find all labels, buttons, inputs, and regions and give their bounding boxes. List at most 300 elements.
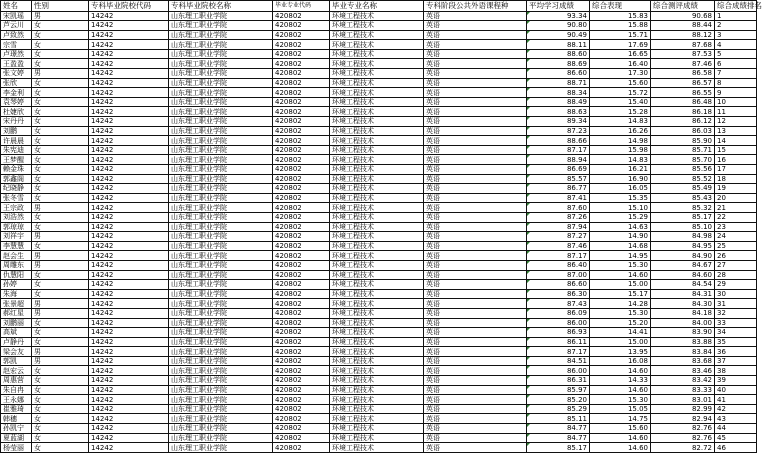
- cell-rank[interactable]: 46: [715, 443, 757, 453]
- cell-total-score[interactable]: 84.00: [651, 318, 715, 328]
- cell-total-score[interactable]: 82.76: [651, 433, 715, 443]
- cell-major-name[interactable]: 环境工程技术: [330, 337, 424, 347]
- cell-name[interactable]: 刘鹏: [1, 126, 32, 136]
- cell-total-score[interactable]: 83.68: [651, 356, 715, 366]
- cell-avg-score[interactable]: 86.00: [527, 366, 590, 376]
- cell-major-name[interactable]: 环境工程技术: [330, 356, 424, 366]
- cell-avg-score[interactable]: 86.60: [527, 69, 590, 79]
- cell-performance[interactable]: 15.60: [590, 424, 651, 434]
- cell-total-score[interactable]: 86.03: [651, 126, 715, 136]
- cell-total-score[interactable]: 87.53: [651, 49, 715, 59]
- cell-total-score[interactable]: 84.31: [651, 289, 715, 299]
- cell-school-code[interactable]: 14242: [89, 155, 169, 165]
- cell-name[interactable]: 梁会友: [1, 347, 32, 357]
- cell-name[interactable]: 刘鹏丽: [1, 318, 32, 328]
- cell-gender[interactable]: 女: [32, 289, 89, 299]
- cell-major-code[interactable]: 420802: [273, 366, 330, 376]
- cell-name[interactable]: 周惠营: [1, 376, 32, 386]
- cell-foreign-language[interactable]: 英语: [424, 174, 527, 184]
- cell-major-name[interactable]: 环境工程技术: [330, 424, 424, 434]
- cell-school-name[interactable]: 山东理工职业学院: [169, 126, 273, 136]
- cell-total-score[interactable]: 83.33: [651, 385, 715, 395]
- cell-major-code[interactable]: 420802: [273, 241, 330, 251]
- cell-foreign-language[interactable]: 英语: [424, 97, 527, 107]
- cell-avg-score[interactable]: 86.30: [527, 289, 590, 299]
- cell-total-score[interactable]: 83.88: [651, 337, 715, 347]
- cell-school-code[interactable]: 14242: [89, 203, 169, 213]
- cell-rank[interactable]: 38: [715, 366, 757, 376]
- cell-performance[interactable]: 17.69: [590, 40, 651, 50]
- cell-foreign-language[interactable]: 英语: [424, 184, 527, 194]
- cell-foreign-language[interactable]: 英语: [424, 337, 527, 347]
- cell-gender[interactable]: 女: [32, 78, 89, 88]
- cell-major-code[interactable]: 420802: [273, 395, 330, 405]
- cell-gender[interactable]: 女: [32, 117, 89, 127]
- cell-major-code[interactable]: 420802: [273, 424, 330, 434]
- cell-performance[interactable]: 15.30: [590, 395, 651, 405]
- cell-performance[interactable]: 14.60: [590, 366, 651, 376]
- header-cell-major-code[interactable]: 毕业专业代码: [273, 1, 330, 12]
- cell-rank[interactable]: 20: [715, 193, 757, 203]
- cell-gender[interactable]: 女: [32, 337, 89, 347]
- cell-major-name[interactable]: 环境工程技术: [330, 97, 424, 107]
- cell-school-name[interactable]: 山东理工职业学院: [169, 136, 273, 146]
- cell-rank[interactable]: 15: [715, 145, 757, 155]
- cell-name[interactable]: 赵会生: [1, 251, 32, 261]
- cell-rank[interactable]: 25: [715, 241, 757, 251]
- cell-gender[interactable]: 男: [32, 308, 89, 318]
- cell-name[interactable]: 夏蓝湖: [1, 433, 32, 443]
- cell-total-score[interactable]: 84.90: [651, 251, 715, 261]
- cell-foreign-language[interactable]: 英语: [424, 21, 527, 31]
- cell-major-name[interactable]: 环境工程技术: [330, 347, 424, 357]
- cell-school-name[interactable]: 山东理工职业学院: [169, 69, 273, 79]
- cell-performance[interactable]: 15.40: [590, 97, 651, 107]
- cell-gender[interactable]: 女: [32, 212, 89, 222]
- cell-performance[interactable]: 16.21: [590, 165, 651, 175]
- cell-total-score[interactable]: 85.56: [651, 165, 715, 175]
- cell-performance[interactable]: 15.10: [590, 203, 651, 213]
- cell-major-code[interactable]: 420802: [273, 232, 330, 242]
- cell-gender[interactable]: 女: [32, 193, 89, 203]
- cell-foreign-language[interactable]: 英语: [424, 318, 527, 328]
- cell-foreign-language[interactable]: 英语: [424, 395, 527, 405]
- cell-foreign-language[interactable]: 英语: [424, 40, 527, 50]
- cell-school-name[interactable]: 山东理工职业学院: [169, 308, 273, 318]
- cell-major-code[interactable]: 420802: [273, 78, 330, 88]
- cell-gender[interactable]: 女: [32, 107, 89, 117]
- cell-school-code[interactable]: 14242: [89, 366, 169, 376]
- cell-school-name[interactable]: 山东理工职业学院: [169, 328, 273, 338]
- cell-foreign-language[interactable]: 英语: [424, 126, 527, 136]
- cell-school-code[interactable]: 14242: [89, 11, 169, 21]
- cell-performance[interactable]: 14.95: [590, 251, 651, 261]
- cell-school-code[interactable]: 14242: [89, 222, 169, 232]
- cell-performance[interactable]: 16.65: [590, 49, 651, 59]
- cell-gender[interactable]: 女: [32, 59, 89, 69]
- cell-rank[interactable]: 3: [715, 30, 757, 40]
- cell-avg-score[interactable]: 86.11: [527, 337, 590, 347]
- cell-gender[interactable]: 女: [32, 49, 89, 59]
- cell-school-name[interactable]: 山东理工职业学院: [169, 97, 273, 107]
- cell-major-code[interactable]: 420802: [273, 165, 330, 175]
- cell-total-score[interactable]: 83.01: [651, 395, 715, 405]
- cell-total-score[interactable]: 86.12: [651, 117, 715, 127]
- cell-school-code[interactable]: 14242: [89, 184, 169, 194]
- cell-avg-score[interactable]: 88.94: [527, 155, 590, 165]
- cell-avg-score[interactable]: 87.17: [527, 251, 590, 261]
- cell-rank[interactable]: 44: [715, 424, 757, 434]
- cell-major-code[interactable]: 420802: [273, 107, 330, 117]
- cell-total-score[interactable]: 85.49: [651, 184, 715, 194]
- cell-major-code[interactable]: 420802: [273, 69, 330, 79]
- cell-major-name[interactable]: 环境工程技术: [330, 193, 424, 203]
- cell-major-name[interactable]: 环境工程技术: [330, 145, 424, 155]
- cell-major-code[interactable]: 420802: [273, 49, 330, 59]
- cell-school-code[interactable]: 14242: [89, 308, 169, 318]
- cell-name[interactable]: 朱自冉: [1, 385, 32, 395]
- cell-name[interactable]: 赖金珠: [1, 165, 32, 175]
- cell-rank[interactable]: 40: [715, 385, 757, 395]
- cell-major-code[interactable]: 420802: [273, 117, 330, 127]
- cell-school-name[interactable]: 山东理工职业学院: [169, 270, 273, 280]
- cell-gender[interactable]: 女: [32, 270, 89, 280]
- cell-name[interactable]: 张景超: [1, 299, 32, 309]
- cell-school-code[interactable]: 14242: [89, 126, 169, 136]
- cell-major-name[interactable]: 环境工程技术: [330, 40, 424, 50]
- cell-rank[interactable]: 26: [715, 251, 757, 261]
- cell-school-code[interactable]: 14242: [89, 443, 169, 453]
- cell-name[interactable]: 纪晓静: [1, 184, 32, 194]
- cell-school-name[interactable]: 山东理工职业学院: [169, 260, 273, 270]
- cell-foreign-language[interactable]: 英语: [424, 443, 527, 453]
- cell-total-score[interactable]: 84.54: [651, 280, 715, 290]
- cell-avg-score[interactable]: 90.49: [527, 30, 590, 40]
- cell-school-code[interactable]: 14242: [89, 117, 169, 127]
- cell-school-code[interactable]: 14242: [89, 328, 169, 338]
- cell-rank[interactable]: 17: [715, 165, 757, 175]
- cell-performance[interactable]: 14.83: [590, 117, 651, 127]
- cell-avg-score[interactable]: 84.77: [527, 424, 590, 434]
- cell-major-code[interactable]: 420802: [273, 251, 330, 261]
- cell-school-name[interactable]: 山东理工职业学院: [169, 280, 273, 290]
- cell-total-score[interactable]: 85.43: [651, 193, 715, 203]
- cell-avg-score[interactable]: 84.51: [527, 356, 590, 366]
- cell-major-name[interactable]: 环境工程技术: [330, 241, 424, 251]
- cell-major-name[interactable]: 环境工程技术: [330, 299, 424, 309]
- cell-name[interactable]: 郭凯: [1, 356, 32, 366]
- cell-rank[interactable]: 22: [715, 212, 757, 222]
- cell-performance[interactable]: 15.30: [590, 308, 651, 318]
- cell-performance[interactable]: 16.26: [590, 126, 651, 136]
- cell-name[interactable]: 刘祥宇: [1, 232, 32, 242]
- cell-major-name[interactable]: 环境工程技术: [330, 136, 424, 146]
- cell-school-code[interactable]: 14242: [89, 69, 169, 79]
- cell-name[interactable]: 郝红星: [1, 308, 32, 318]
- cell-foreign-language[interactable]: 英语: [424, 404, 527, 414]
- cell-school-name[interactable]: 山东理工职业学院: [169, 117, 273, 127]
- cell-avg-score[interactable]: 85.17: [527, 443, 590, 453]
- cell-rank[interactable]: 16: [715, 155, 757, 165]
- cell-major-name[interactable]: 环境工程技术: [330, 328, 424, 338]
- cell-foreign-language[interactable]: 英语: [424, 88, 527, 98]
- cell-school-code[interactable]: 14242: [89, 97, 169, 107]
- cell-gender[interactable]: 女: [32, 433, 89, 443]
- cell-total-score[interactable]: 85.10: [651, 222, 715, 232]
- cell-major-name[interactable]: 环境工程技术: [330, 270, 424, 280]
- cell-school-name[interactable]: 山东理工职业学院: [169, 404, 273, 414]
- cell-major-name[interactable]: 环境工程技术: [330, 260, 424, 270]
- cell-school-code[interactable]: 14242: [89, 212, 169, 222]
- cell-major-name[interactable]: 环境工程技术: [330, 289, 424, 299]
- cell-name[interactable]: 王梦醒: [1, 155, 32, 165]
- cell-rank[interactable]: 39: [715, 376, 757, 386]
- cell-name[interactable]: 郭鑫阁: [1, 174, 32, 184]
- cell-performance[interactable]: 15.00: [590, 337, 651, 347]
- cell-major-name[interactable]: 环境工程技术: [330, 49, 424, 59]
- cell-gender[interactable]: 女: [32, 174, 89, 184]
- cell-performance[interactable]: 14.63: [590, 222, 651, 232]
- cell-major-code[interactable]: 420802: [273, 212, 330, 222]
- cell-school-name[interactable]: 山东理工职业学院: [169, 232, 273, 242]
- cell-school-code[interactable]: 14242: [89, 260, 169, 270]
- cell-major-code[interactable]: 420802: [273, 59, 330, 69]
- cell-foreign-language[interactable]: 英语: [424, 49, 527, 59]
- cell-school-name[interactable]: 山东理工职业学院: [169, 395, 273, 405]
- cell-total-score[interactable]: 83.90: [651, 328, 715, 338]
- cell-name[interactable]: 赵宏云: [1, 366, 32, 376]
- cell-avg-score[interactable]: 87.26: [527, 212, 590, 222]
- cell-name[interactable]: 杨莹丽: [1, 443, 32, 453]
- cell-name[interactable]: 刘浩然: [1, 212, 32, 222]
- cell-performance[interactable]: 14.28: [590, 299, 651, 309]
- cell-foreign-language[interactable]: 英语: [424, 59, 527, 69]
- cell-avg-score[interactable]: 88.11: [527, 40, 590, 50]
- cell-major-code[interactable]: 420802: [273, 21, 330, 31]
- cell-avg-score[interactable]: 86.40: [527, 260, 590, 270]
- cell-major-code[interactable]: 420802: [273, 385, 330, 395]
- cell-school-name[interactable]: 山东理工职业学院: [169, 251, 273, 261]
- cell-avg-score[interactable]: 84.77: [527, 433, 590, 443]
- cell-total-score[interactable]: 84.67: [651, 260, 715, 270]
- cell-school-name[interactable]: 山东理工职业学院: [169, 366, 273, 376]
- cell-performance[interactable]: 14.75: [590, 414, 651, 424]
- cell-major-code[interactable]: 420802: [273, 136, 330, 146]
- cell-major-code[interactable]: 420802: [273, 356, 330, 366]
- cell-rank[interactable]: 33: [715, 318, 757, 328]
- cell-avg-score[interactable]: 87.46: [527, 241, 590, 251]
- cell-school-code[interactable]: 14242: [89, 424, 169, 434]
- cell-school-name[interactable]: 山东理工职业学院: [169, 155, 273, 165]
- cell-school-name[interactable]: 山东理工职业学院: [169, 40, 273, 50]
- cell-rank[interactable]: 21: [715, 203, 757, 213]
- cell-major-code[interactable]: 420802: [273, 155, 330, 165]
- cell-avg-score[interactable]: 88.63: [527, 107, 590, 117]
- header-cell-gender[interactable]: 性别: [32, 1, 89, 12]
- cell-total-score[interactable]: 88.44: [651, 21, 715, 31]
- cell-performance[interactable]: 16.05: [590, 184, 651, 194]
- cell-name[interactable]: 卢致然: [1, 30, 32, 40]
- cell-school-code[interactable]: 14242: [89, 385, 169, 395]
- cell-major-name[interactable]: 环境工程技术: [330, 280, 424, 290]
- cell-gender[interactable]: 女: [32, 280, 89, 290]
- cell-avg-score[interactable]: 86.31: [527, 376, 590, 386]
- cell-school-name[interactable]: 山东理工职业学院: [169, 385, 273, 395]
- cell-major-code[interactable]: 420802: [273, 328, 330, 338]
- cell-foreign-language[interactable]: 英语: [424, 165, 527, 175]
- cell-gender[interactable]: 女: [32, 155, 89, 165]
- cell-name[interactable]: 宋凯瑶: [1, 11, 32, 21]
- cell-performance[interactable]: 15.35: [590, 193, 651, 203]
- cell-foreign-language[interactable]: 英语: [424, 11, 527, 21]
- cell-major-code[interactable]: 420802: [273, 414, 330, 424]
- cell-school-name[interactable]: 山东理工职业学院: [169, 145, 273, 155]
- cell-gender[interactable]: 女: [32, 97, 89, 107]
- cell-gender[interactable]: 女: [32, 21, 89, 31]
- cell-avg-score[interactable]: 87.00: [527, 270, 590, 280]
- cell-foreign-language[interactable]: 英语: [424, 212, 527, 222]
- cell-major-code[interactable]: 420802: [273, 222, 330, 232]
- header-cell-performance[interactable]: 综合表现: [590, 1, 651, 12]
- cell-performance[interactable]: 16.08: [590, 356, 651, 366]
- cell-rank[interactable]: 36: [715, 347, 757, 357]
- cell-avg-score[interactable]: 86.60: [527, 280, 590, 290]
- cell-gender[interactable]: 男: [32, 260, 89, 270]
- cell-major-code[interactable]: 420802: [273, 145, 330, 155]
- cell-foreign-language[interactable]: 英语: [424, 203, 527, 213]
- cell-rank[interactable]: 23: [715, 222, 757, 232]
- cell-foreign-language[interactable]: 英语: [424, 78, 527, 88]
- cell-foreign-language[interactable]: 英语: [424, 193, 527, 203]
- cell-name[interactable]: 崔雅琦: [1, 404, 32, 414]
- cell-gender[interactable]: 男: [32, 299, 89, 309]
- cell-gender[interactable]: 男: [32, 251, 89, 261]
- cell-total-score[interactable]: 87.46: [651, 59, 715, 69]
- cell-performance[interactable]: 15.20: [590, 318, 651, 328]
- cell-major-code[interactable]: 420802: [273, 193, 330, 203]
- cell-major-name[interactable]: 环境工程技术: [330, 174, 424, 184]
- cell-total-score[interactable]: 83.42: [651, 376, 715, 386]
- cell-rank[interactable]: 28: [715, 270, 757, 280]
- cell-name[interactable]: 朱海: [1, 289, 32, 299]
- cell-rank[interactable]: 7: [715, 69, 757, 79]
- header-cell-avg-score[interactable]: 平均学习成绩: [527, 1, 590, 12]
- cell-name[interactable]: 杜婕欣: [1, 107, 32, 117]
- cell-major-code[interactable]: 420802: [273, 260, 330, 270]
- cell-avg-score[interactable]: 85.11: [527, 414, 590, 424]
- cell-avg-score[interactable]: 87.43: [527, 299, 590, 309]
- cell-foreign-language[interactable]: 英语: [424, 270, 527, 280]
- cell-rank[interactable]: 5: [715, 49, 757, 59]
- cell-foreign-language[interactable]: 英语: [424, 260, 527, 270]
- cell-avg-score[interactable]: 86.00: [527, 318, 590, 328]
- cell-avg-score[interactable]: 88.71: [527, 78, 590, 88]
- cell-major-name[interactable]: 环境工程技术: [330, 366, 424, 376]
- cell-total-score[interactable]: 82.72: [651, 443, 715, 453]
- cell-gender[interactable]: 女: [32, 136, 89, 146]
- cell-gender[interactable]: 女: [32, 318, 89, 328]
- cell-major-code[interactable]: 420802: [273, 289, 330, 299]
- cell-school-name[interactable]: 山东理工职业学院: [169, 107, 273, 117]
- cell-avg-score[interactable]: 87.27: [527, 232, 590, 242]
- cell-name[interactable]: 卢璟然: [1, 49, 32, 59]
- cell-avg-score[interactable]: 90.80: [527, 21, 590, 31]
- cell-rank[interactable]: 29: [715, 280, 757, 290]
- cell-school-code[interactable]: 14242: [89, 59, 169, 69]
- cell-performance[interactable]: 15.29: [590, 212, 651, 222]
- cell-major-code[interactable]: 420802: [273, 184, 330, 194]
- cell-avg-score[interactable]: 87.94: [527, 222, 590, 232]
- cell-performance[interactable]: 14.60: [590, 443, 651, 453]
- cell-avg-score[interactable]: 86.77: [527, 184, 590, 194]
- cell-school-name[interactable]: 山东理工职业学院: [169, 212, 273, 222]
- cell-gender[interactable]: 女: [32, 385, 89, 395]
- cell-major-name[interactable]: 环境工程技术: [330, 117, 424, 127]
- cell-foreign-language[interactable]: 英语: [424, 107, 527, 117]
- cell-foreign-language[interactable]: 英语: [424, 299, 527, 309]
- cell-rank[interactable]: 42: [715, 404, 757, 414]
- cell-foreign-language[interactable]: 英语: [424, 145, 527, 155]
- cell-gender[interactable]: 女: [32, 424, 89, 434]
- cell-avg-score[interactable]: 88.69: [527, 59, 590, 69]
- cell-school-name[interactable]: 山东理工职业学院: [169, 21, 273, 31]
- cell-rank[interactable]: 24: [715, 232, 757, 242]
- cell-name[interactable]: 张文婷: [1, 69, 32, 79]
- cell-major-name[interactable]: 环境工程技术: [330, 184, 424, 194]
- cell-foreign-language[interactable]: 英语: [424, 232, 527, 242]
- cell-total-score[interactable]: 84.30: [651, 299, 715, 309]
- cell-total-score[interactable]: 85.32: [651, 203, 715, 213]
- cell-school-code[interactable]: 14242: [89, 241, 169, 251]
- cell-school-name[interactable]: 山东理工职业学院: [169, 88, 273, 98]
- cell-major-code[interactable]: 420802: [273, 174, 330, 184]
- cell-total-score[interactable]: 85.70: [651, 155, 715, 165]
- cell-major-name[interactable]: 环境工程技术: [330, 78, 424, 88]
- cell-foreign-language[interactable]: 英语: [424, 376, 527, 386]
- cell-gender[interactable]: 女: [32, 222, 89, 232]
- cell-performance[interactable]: 15.30: [590, 260, 651, 270]
- cell-major-code[interactable]: 420802: [273, 126, 330, 136]
- cell-major-name[interactable]: 环境工程技术: [330, 88, 424, 98]
- cell-avg-score[interactable]: 88.34: [527, 88, 590, 98]
- cell-name[interactable]: 宋丹丹: [1, 117, 32, 127]
- cell-avg-score[interactable]: 89.34: [527, 117, 590, 127]
- cell-major-code[interactable]: 420802: [273, 30, 330, 40]
- cell-school-name[interactable]: 山东理工职业学院: [169, 376, 273, 386]
- cell-major-name[interactable]: 环境工程技术: [330, 443, 424, 453]
- cell-avg-score[interactable]: 85.29: [527, 404, 590, 414]
- cell-school-name[interactable]: 山东理工职业学院: [169, 30, 273, 40]
- cell-major-name[interactable]: 环境工程技术: [330, 251, 424, 261]
- cell-school-code[interactable]: 14242: [89, 174, 169, 184]
- cell-school-name[interactable]: 山东理工职业学院: [169, 78, 273, 88]
- cell-school-name[interactable]: 山东理工职业学院: [169, 165, 273, 175]
- cell-total-score[interactable]: 88.12: [651, 30, 715, 40]
- cell-major-name[interactable]: 环境工程技术: [330, 414, 424, 424]
- cell-major-code[interactable]: 420802: [273, 40, 330, 50]
- cell-total-score[interactable]: 83.84: [651, 347, 715, 357]
- cell-major-code[interactable]: 420802: [273, 280, 330, 290]
- cell-school-name[interactable]: 山东理工职业学院: [169, 222, 273, 232]
- cell-name[interactable]: 韩穗: [1, 414, 32, 424]
- cell-foreign-language[interactable]: 英语: [424, 328, 527, 338]
- cell-total-score[interactable]: 84.18: [651, 308, 715, 318]
- cell-avg-score[interactable]: 88.49: [527, 97, 590, 107]
- cell-total-score[interactable]: 84.60: [651, 270, 715, 280]
- cell-major-name[interactable]: 环境工程技术: [330, 155, 424, 165]
- cell-performance[interactable]: 14.41: [590, 328, 651, 338]
- cell-school-code[interactable]: 14242: [89, 40, 169, 50]
